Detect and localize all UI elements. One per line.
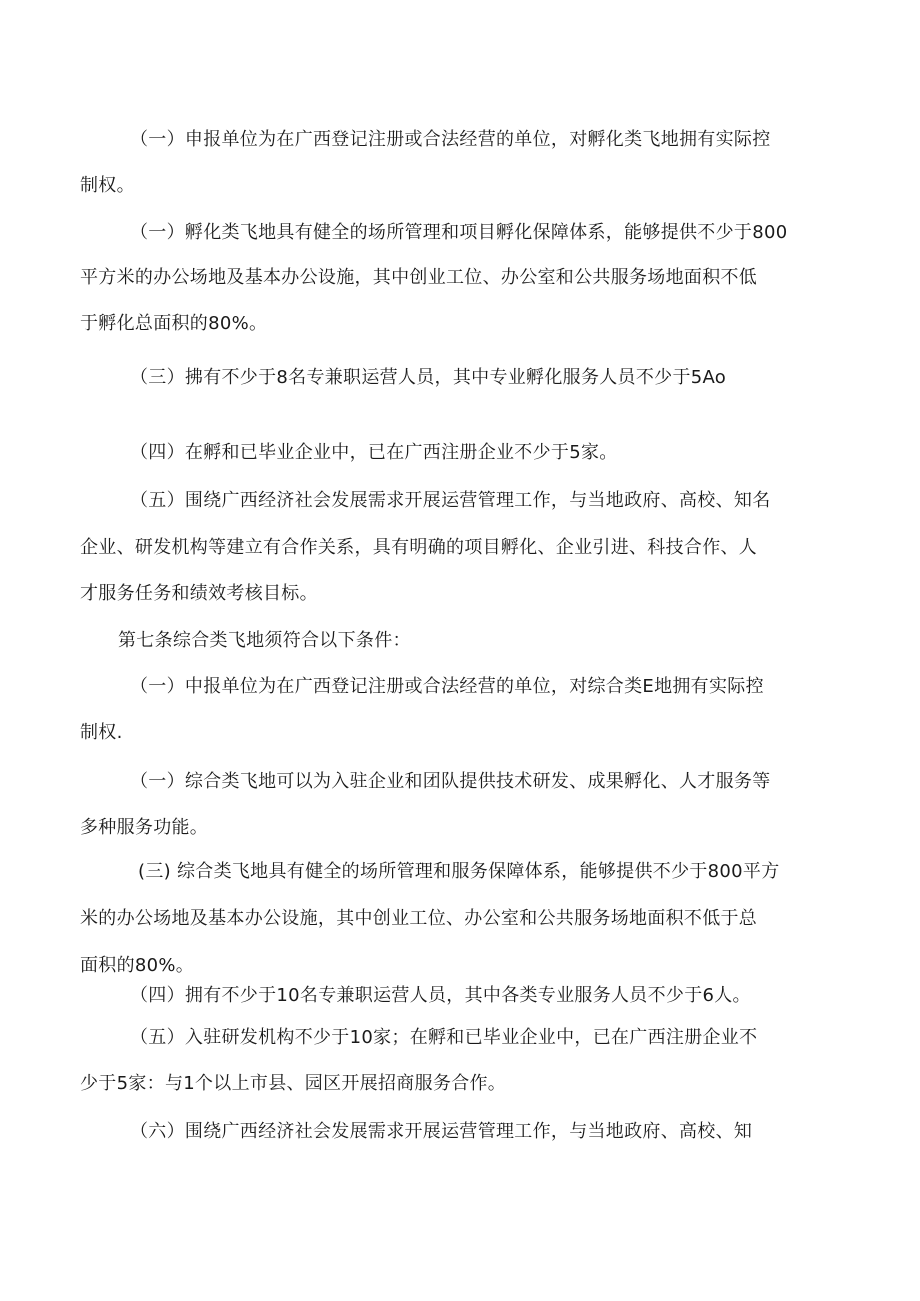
text-line: （三）拂有不少于8名专兼职运营人员，其中专业孵化服务人员不少于5Ao xyxy=(130,367,727,388)
text-line: （一）中报单位为在广西登记注册或合法经营的单位，对综合类E地拥有实际控 xyxy=(130,676,764,697)
text-line: 面积的80%。 xyxy=(80,955,195,976)
text-line: （六）围绕广西经济社会发展需求开展运营管理工作，与当地政府、高校、知 xyxy=(130,1121,753,1142)
text-line: （一）综合类飞地可以为入驻企业和团队提供技术研发、成果孵化、人才服务等 xyxy=(130,771,771,792)
text-line: （四）拥有不少于10名专兼职运营人员，其中各类专业服务人员不少于6人。 xyxy=(130,985,751,1006)
text-line: 企业、研发机构等建立有合作关系，具有明确的项目孵化、企业引进、科技合作、人 xyxy=(80,537,758,558)
text-line: （五）入驻研发机构不少于10家；在孵和已毕业企业中，已在广西注册企业不 xyxy=(130,1027,758,1048)
text-line: （五）围绕广西经济社会发展需求开展运营管理工作，与当地政府、高校、知名 xyxy=(130,490,771,511)
text-line: 平方米的办公场地及基本办公设施，其中创业工位、办公室和公共服务场地面积不低 xyxy=(80,267,758,288)
text-line: 多种服务功能。 xyxy=(80,817,209,838)
text-line: （一）孵化类飞地具有健全的场所管理和项目孵化保障体系，能够提供不少于800 xyxy=(130,222,788,243)
text-line: 制权。 xyxy=(80,175,135,196)
text-line: 于孵化总面积的80%。 xyxy=(80,313,268,334)
text-line: 第七条综合类飞地须符合以下条件： xyxy=(118,630,411,651)
text-line: （四）在孵和已毕业企业中，已在广西注册企业不少于5家。 xyxy=(130,442,618,463)
text-line: 米的办公场地及基本办公设施，其中创业工位、办公室和公共服务场地面积不低于总 xyxy=(80,908,758,929)
text-line: 才服务任务和绩效考核目标。 xyxy=(80,583,318,604)
text-line: 制权. xyxy=(80,722,123,743)
text-line: (三) 综合类飞地具有健全的场所管理和服务保障体系，能够提供不少于800平方 xyxy=(138,861,780,882)
text-line: 少于5家：与1个以上市县、园区开展招商服务合作。 xyxy=(80,1073,507,1094)
text-line: （一）申报单位为在广西登记注册或合法经营的单位，对孵化类飞地拥有实际控 xyxy=(130,129,771,150)
